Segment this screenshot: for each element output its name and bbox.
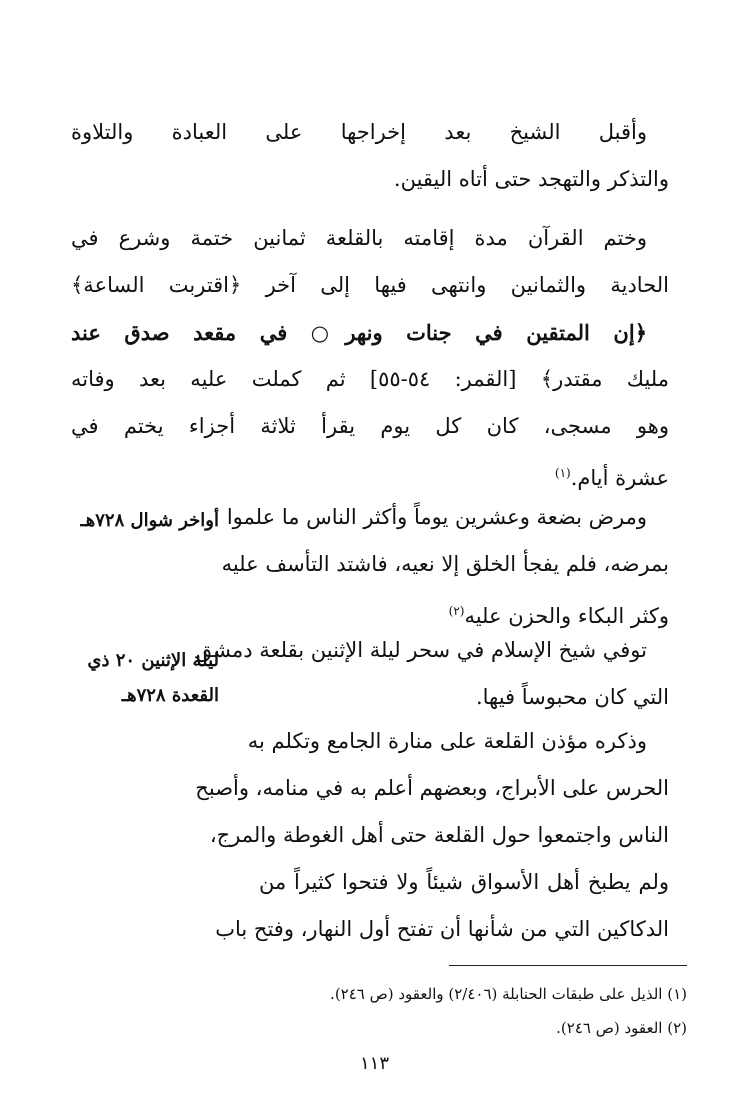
- footnote-marker-1: (١): [554, 466, 571, 480]
- text-segment: وكثر البكاء والحزن عليه: [464, 604, 669, 628]
- text-line: بمرضه، فلم يفجأ الخلق إلا نعيه، فاشتد التأسف عليه: [221, 552, 669, 576]
- side-note-1: [59, 503, 219, 538]
- text-line: ولم يطبخ أهل الأسواق شيئاً ولا فتحوا كثيراً من: [259, 870, 669, 894]
- text-line: وهو مسجى، كان كل يوم يقرأ ثلاثة أجزاء يختم في: [71, 414, 669, 438]
- side-note-line: أواخر شوال ٧٢٨هـ: [80, 510, 219, 531]
- paragraph-2: [71, 215, 669, 497]
- footnote-marker-2: (٢): [448, 604, 465, 618]
- page-number: ١١٣: [359, 1053, 389, 1074]
- footnote-2: (٢) العقود (ص ٢٤٦).: [556, 1019, 687, 1037]
- paragraph-5: [195, 718, 669, 953]
- text-line: ومرض بضعة وعشرين يوماً وأكثر الناس ما علموا: [226, 505, 647, 529]
- paragraph-3: [221, 494, 669, 635]
- side-note-line: القعدة ٧٢٨هـ: [121, 685, 219, 706]
- text-line: وختم القرآن مدة إقامته بالقلعة ثمانين ختمة وشرع في: [71, 226, 647, 250]
- text-line: وأقبل الشيخ بعد إخراجها على العبادة والتلاوة: [71, 120, 647, 144]
- text-line: الدكاكين التي من شأنها أن تفتح أول النهار، وفتح باب: [215, 917, 669, 941]
- text-line: توفي شيخ الإسلام في سحر ليلة الإثنين بقلعة دمشق: [195, 638, 647, 662]
- text-line: وذكره مؤذن القلعة على منارة الجامع وتكلم به: [247, 729, 647, 753]
- text-line-bold: [71, 309, 669, 356]
- text-line: [71, 450, 669, 497]
- text-line: والتذكر والتهجد حتى أتاه اليقين.: [393, 167, 669, 191]
- footnote-1: (١) الذيل على طبقات الحنابلة (٢/٤٠٦) والعقود (ص ٢٤٦).: [330, 985, 687, 1003]
- text-line: الناس واجتمعوا حول القلعة حتى أهل الغوطة والمرج،: [209, 823, 669, 847]
- side-note-line: ليلة الإثنين ٢٠ ذي: [87, 650, 219, 671]
- text-line: الحادية والثمانين وانتهى فيها إلى آخر ﴿اقتربت الساعة﴾: [71, 273, 669, 297]
- paragraph-1: [71, 109, 669, 203]
- text-line: الحرس على الأبراج، وبعضهم أعلم به في منامه، وأصبح: [195, 776, 669, 800]
- text-line: التي كان محبوساً فيها.: [475, 685, 669, 709]
- text-segment: عشرة أيام.: [570, 466, 669, 490]
- text-line: مليك مقتدر﴾ [القمر: ٥٤-٥٥] ثم كملت عليه بعد وفاته: [71, 367, 670, 391]
- quran-verse: ﴿إن المتقين في جنات ونهر○ في مقعد صدق عند: [71, 320, 647, 345]
- paragraph-4: [195, 627, 669, 721]
- footnote-divider: [449, 965, 687, 966]
